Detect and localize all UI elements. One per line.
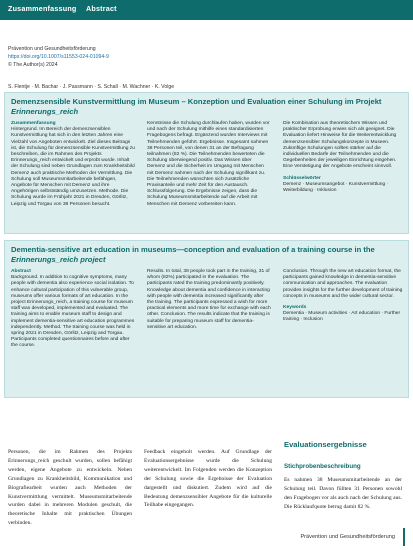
english-col-2 xyxy=(147,269,271,331)
journal-header-bar xyxy=(0,0,413,20)
journal-label: Prävention und Gesundheitsförderung xyxy=(8,46,96,52)
english-col1-heading: Abstract xyxy=(11,269,31,274)
german-col3-text: Die Kombination aus theoretischem Wissen und praktischer Erprobung erwies sich als geeignet. Die Evaluation liefert Hinweise für die Weiterentwicklung demenzsensibler Schulungskonzepte in Museen. Zukünftige Schulungen sollten stärker auf die individuellen Bedarfe der Teilnehmenden und die Gegebenheiten der jeweiligen Einrichtung eingehen. Eine Verstetigung der Angebote erscheint sinnvoll. xyxy=(283,121,397,170)
english-abstract-box xyxy=(4,240,409,398)
tab-zusammenfassung: Zusammenfassung xyxy=(8,4,77,13)
german-col-1 xyxy=(11,121,135,208)
german-col1-heading: Zusammenfassung xyxy=(11,121,56,126)
doi-link[interactable]: https://doi.org/10.1007/s11553-024-01094-9 xyxy=(8,54,109,60)
english-keywords-heading: Keywords xyxy=(283,305,307,311)
english-col-3 xyxy=(283,269,403,324)
german-col-2 xyxy=(147,121,271,208)
german-col2-text: Kenntnisse die Schulung durchlaufen haben, wurden vor und nach der Schulung mithilfe eines standardisierten Fragebogens befragt. Ergänzend wurden Interviews mit Teilnehmenden geführt. Ergebnisse. Insgesamt nahmen 38 Personen teil, von denen 31 an der Befragung teilnahmen (82 %). Die Teilnehmenden bewerteten die Schulung überwiegend positiv. Das Wissen über Demenz und die Sicherheit im Umgang mit Menschen mit Demenz nahmen nach der Schulung signifikant zu. Die Teilnehmenden wünschten sich zusätzliche Praxisanteile und mehr Zeit für den Austausch. Schlussfolgerung. Die Ergebnisse zeigen, dass die Schulung Museumsmitarbeitende auf die Arbeit mit Menschen mit Demenz vorbereiten kann. xyxy=(147,121,270,207)
author-list: S. Flentje · M. Bachar · J. Passmann · S. Schall · M. Wachner · K. Volge xyxy=(8,84,175,90)
english-title-main: Dementia-sensitive art education in museums—conception and evaluation of a training course in the xyxy=(11,245,375,254)
english-col1-text: Background. In addition to cognitive symptoms, many people with dementia also experience social isolation. To enhance cultural participation of this vulnerable group, museums offer various formats of art education. In the project Erinnerungs_reich, a training course for museum staff was developed, implemented and evaluated. The training aims to enable museum staff to design and implement dementia-sensitive art education programmes independently. Method. The training course was held in spring 2021 in Dresden, Görlitz, Leipzig and Torgau. Participants completed questionnaires before and after the course. xyxy=(11,275,135,349)
german-keywords: Demenz · Museumsangebot · Kunstvermittlung · Weiterbildung · Inklusion xyxy=(283,181,389,194)
footer-journal-name: Prävention und Gesundheitsförderung xyxy=(300,534,395,540)
german-col-3 xyxy=(283,121,403,194)
german-title-main: Demenzsensible Kunstvermittlung im Museum – Konzeption und Evaluation einer Schulung im Projekt xyxy=(11,97,382,106)
english-col2-text: Results. In total, 38 people took part in the training, 31 of whom (82%) participated in the evaluation. The participants rated the training predominantly positively. Knowledge about dementia and confidence in interacting with people with dementia increased significantly after the training. The participants expressed a wish for more practical elements and more time for exchange with each other. Conclusion. The results indicate that the training is suitable for preparing museum staff for dementia-sensitive art education. xyxy=(147,269,271,330)
body-column-1: Personen, die im Rahmen des Projekts Erinnerungs_reich geschult wurden, sollen befähigt werden, eigene Angebote zu entwickeln. Neben Grundlagen zu Krankheitsbild, Kommunikation und Biografiearbeit wurden auch Methoden der Kunstvermittlung vermittelt. Museumsmitarbeitende wurden dabei in mehreren Modulen geschult, die theoretische Inhalte mit praktischen Übungen verbinden. xyxy=(8,449,132,527)
german-title xyxy=(11,97,403,116)
body-column-2: Feedback eingeholt werden. Auf Grundlage der Evaluationsergebnisse wurde die Schulung weiterentwickelt. Im Folgenden werden die Konzeption der Schulung sowie die Ergebnisse der Evaluation dargestellt und diskutiert. Zudem wird auf die Bedeutung demenzsensibler Angebote für die kulturelle Teilhabe eingegangen. xyxy=(144,449,272,509)
section-heading-evaluation: Evaluationsergebnisse xyxy=(284,440,367,449)
german-col1-text: Hintergrund. Im Bereich der demenzsensiblen Kunstvermittlung hat sich in den letzten Jahren eine Vielzahl von Angeboten entwickelt. Ziel dieses Beitrags ist, die Schulung für demenzsensible Kunstvermittlung zu beschreiben, die im Rahmen des Projekts Erinnerungs_reich entwickelt und erprobt wurde. Inhalt der Schulung sind neben Grundlagen zum Krankheitsbild Demenz auch praktische Methoden der Vermittlung. Die Schulung soll Museumsmitarbeitende befähigen, Angebote für Menschen mit Demenz und ihre Angehörigen selbstständig umzusetzen. Methode. Die Schulung wurde im Frühjahr 2021 in Dresden, Görlitz, Leipzig und Torgau von 38 Personen besucht. xyxy=(11,127,135,207)
german-title-project: Erinnerungs_reich xyxy=(11,106,79,116)
english-title xyxy=(11,245,403,264)
german-summary-box xyxy=(4,92,409,234)
doi-line xyxy=(8,54,109,60)
copyright-line: © The Author(s) 2024 xyxy=(8,62,58,68)
english-keywords: Dementia · Museum activities · Art education · Further training · Inclusion xyxy=(283,311,401,323)
footer-accent-bar xyxy=(403,528,405,546)
english-title-project: Erinnerungs_reich project xyxy=(11,254,106,264)
tab-abstract: Abstract xyxy=(86,4,117,13)
english-col-1 xyxy=(11,269,135,350)
body-column-3: Es nahmen 38 Museumsmitarbeitende an der Schulung teil. Davon füllten 31 Personen sowohl den Fragebogen vor als auch nach der Schulung aus. Die Rücklaufquote betrug damit 82 %. xyxy=(284,477,402,510)
german-keywords-heading: Schlüsselwörter xyxy=(283,175,321,181)
subsection-heading-sample: Stichprobenbeschreibung xyxy=(284,463,361,470)
english-col3-text: Conclusion. Through the new art education format, the participants gained knowledge in dementia-sensitive communication and approaches. The evaluation provides insights for the further development of training concepts in museums and the wider cultural sector. xyxy=(283,269,403,299)
